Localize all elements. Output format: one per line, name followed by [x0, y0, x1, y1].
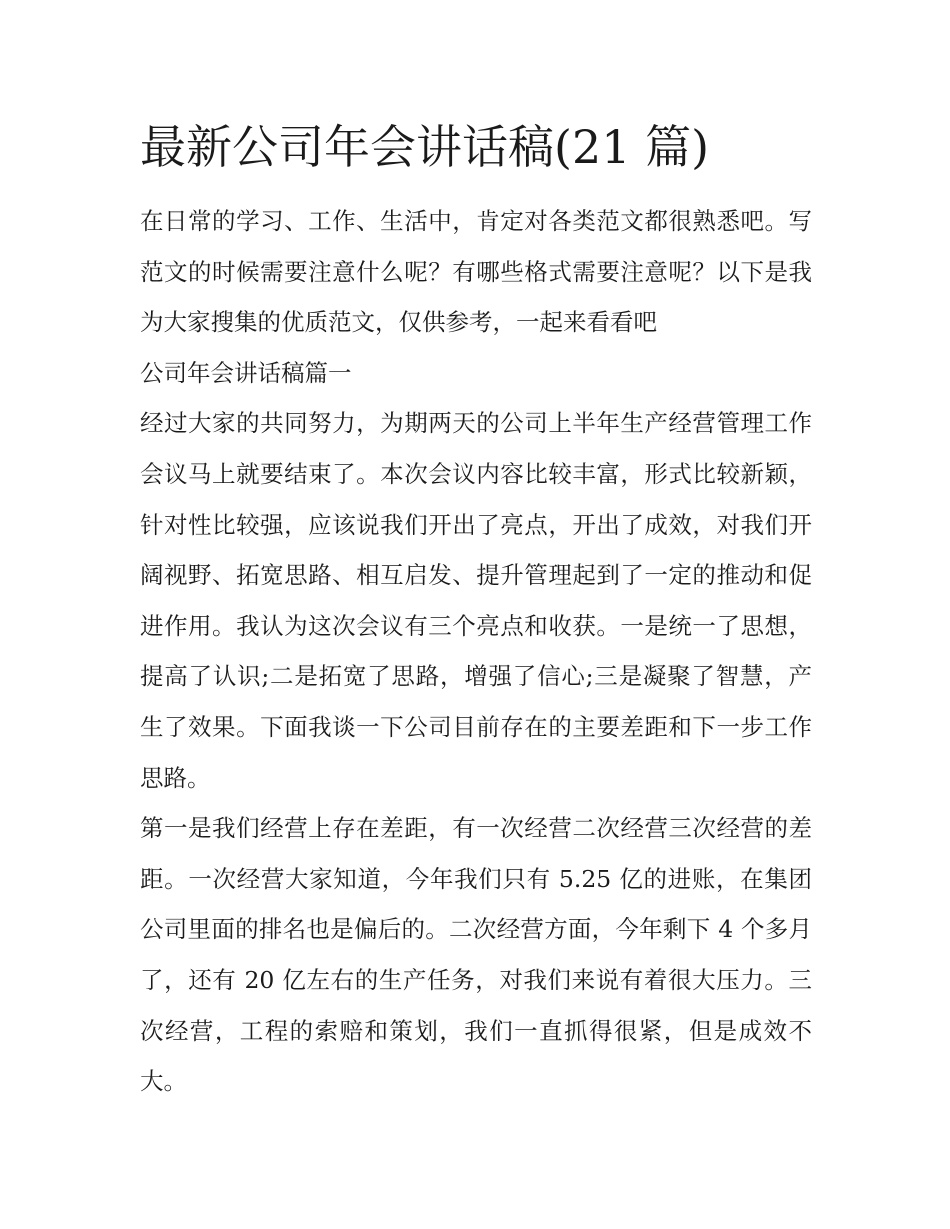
document-body [140, 196, 812, 1107]
body-paragraph-2: 第一是我们经营上存在差距，有一次经营二次经营三次经营的差距。一次经营大家知道，今年我们只有 5.25 亿的进账，在集团公司里面的排名也是偏后的。二次经营方面，今年剩下 4 个多月了，还有 20 亿左右的生产任务，对我们来说有着很大压力。三次经营，工程的索赔和策划，我们一直抓得很紧，但是成效不大。 [140, 814, 812, 1096]
body-paragraph-1: 经过大家的共同努力，为期两天的公司上半年生产经营管理工作会议马上就要结束了。本次会议内容比较丰富，形式比较新颖，针对性比较强，应该说我们开出了亮点，开出了成效，对我们开阔视野、拓宽思路、相互启发、提升管理起到了一定的推动和促进作用。我认为这次会议有三个亮点和收获。一是统一了思想，提高了认识;二是拓宽了思路，增强了信心;三是凝聚了智慧，产生了效果。下面我谈一下公司目前存在的主要差距和下一步工作思路。 [140, 409, 812, 792]
document-title: 最新公司年会讲话稿(21 篇) [140, 120, 710, 174]
section-heading: 公司年会讲话稿篇一 [140, 358, 352, 387]
intro-paragraph: 在日常的学习、工作、生活中，肯定对各类范文都很熟悉吧。写范文的时候需要注意什么呢？有哪些格式需要注意呢？以下是我为大家搜集的优质范文，仅供参考，一起来看看吧 [140, 207, 812, 337]
